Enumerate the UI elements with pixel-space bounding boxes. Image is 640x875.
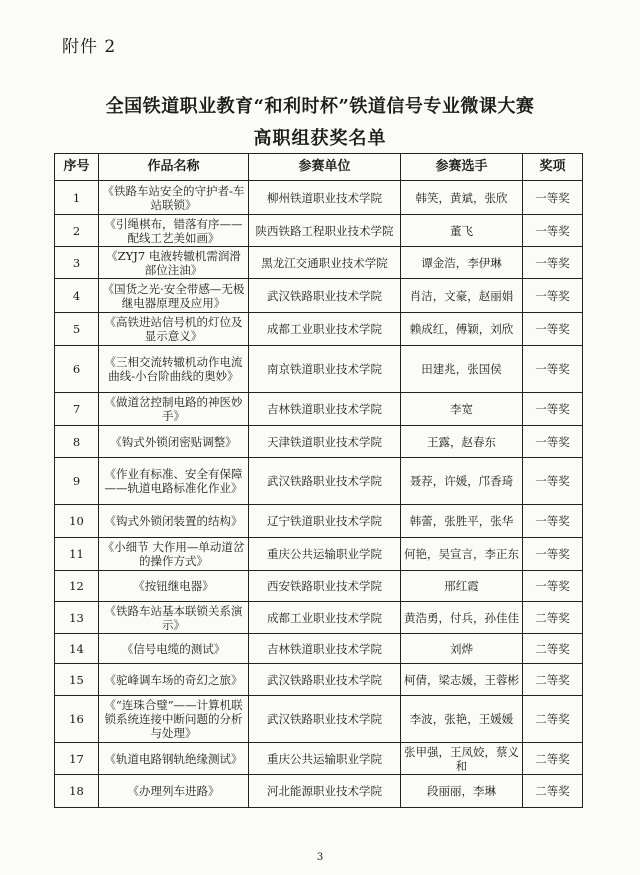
table-row: [55, 393, 583, 426]
cell-players: 董飞: [401, 215, 523, 247]
cell-players: 肖洁，文豪，赵丽娟: [401, 279, 523, 313]
table-row: [55, 602, 583, 634]
header-no: 序号: [55, 154, 99, 181]
cell-no: 13: [55, 602, 99, 634]
cell-work: 《“连珠合璧”——计算机联锁系统连接中断问题的分析与处理》: [99, 696, 249, 743]
cell-work: 《三相交流转辙机动作电流曲线-小台阶曲线的奥妙》: [99, 346, 249, 393]
table-row: [55, 634, 583, 664]
cell-award: 一等奖: [523, 538, 583, 571]
cell-unit: 重庆公共运输职业学院: [249, 538, 401, 571]
cell-unit: 天津铁道职业技术学院: [249, 426, 401, 458]
table-row: [55, 571, 583, 602]
cell-players: 李宽: [401, 393, 523, 426]
document-subtitle: 高职组获奖名单: [253, 128, 387, 149]
cell-work: 《国货之光·安全带感—无极继电器原理及应用》: [99, 279, 249, 313]
cell-work: 《小细节 大作用—单动道岔的操作方式》: [99, 538, 249, 571]
table-body: [55, 181, 583, 808]
cell-work: 《钩式外锁闭密贴调整》: [99, 426, 249, 458]
cell-no: 11: [55, 538, 99, 571]
cell-no: 12: [55, 571, 99, 602]
table-row: [55, 247, 583, 279]
cell-players: 张甲强，王凤姣，蔡义和: [401, 743, 523, 775]
cell-no: 9: [55, 458, 99, 505]
cell-no: 14: [55, 634, 99, 664]
cell-work: 《按钮继电器》: [99, 571, 249, 602]
cell-work: 《铁路车站安全的守护者-车站联锁》: [99, 181, 249, 215]
cell-award: 一等奖: [523, 215, 583, 247]
cell-unit: 黑龙江交通职业技术学院: [249, 247, 401, 279]
cell-work: 《作业有标准、安全有保障——轨道电路标准化作业》: [99, 458, 249, 505]
cell-unit: 南京铁道职业技术学院: [249, 346, 401, 393]
cell-award: 一等奖: [523, 247, 583, 279]
document-title: 全国铁道职业教育“和利时杯”铁道信号专业微课大赛: [105, 96, 535, 117]
header-work: 作品名称: [99, 154, 249, 181]
cell-unit: 武汉铁路职业技术学院: [249, 664, 401, 696]
cell-no: 7: [55, 393, 99, 426]
table-row: [55, 743, 583, 775]
cell-players: 段丽丽，李琳: [401, 775, 523, 808]
cell-award: 一等奖: [523, 393, 583, 426]
cell-unit: 西安铁路职业技术学院: [249, 571, 401, 602]
cell-no: 5: [55, 313, 99, 346]
table-row: [55, 505, 583, 538]
cell-work: 《轨道电路钢轨绝缘测试》: [99, 743, 249, 775]
table-row: [55, 664, 583, 696]
cell-work: 《驼峰调车场的奇幻之旅》: [99, 664, 249, 696]
cell-work: 《办理列车进路》: [99, 775, 249, 808]
cell-award: 二等奖: [523, 743, 583, 775]
cell-unit: 辽宁铁道职业技术学院: [249, 505, 401, 538]
cell-players: 聂荐，许媛，邝香琦: [401, 458, 523, 505]
table-row: [55, 346, 583, 393]
cell-no: 17: [55, 743, 99, 775]
table-row: [55, 215, 583, 247]
cell-players: 柯倩，梁志媛，王蓉彬: [401, 664, 523, 696]
table-header-row: [55, 154, 583, 181]
cell-award: 一等奖: [523, 505, 583, 538]
cell-work: 《钩式外锁闭装置的结构》: [99, 505, 249, 538]
cell-award: 一等奖: [523, 346, 583, 393]
cell-no: 4: [55, 279, 99, 313]
page-number: 3: [316, 852, 324, 863]
cell-award: 二等奖: [523, 664, 583, 696]
cell-unit: 成都工业职业技术学院: [249, 313, 401, 346]
cell-no: 1: [55, 181, 99, 215]
table-row: [55, 696, 583, 743]
cell-work: 《信号电缆的测试》: [99, 634, 249, 664]
cell-unit: 成都工业职业技术学院: [249, 602, 401, 634]
cell-work: 《高铁进站信号机的灯位及显示意义》: [99, 313, 249, 346]
cell-award: 二等奖: [523, 634, 583, 664]
cell-players: 李波，张艳，王媛媛: [401, 696, 523, 743]
cell-no: 6: [55, 346, 99, 393]
cell-players: 谭金浩，李伊琳: [401, 247, 523, 279]
table-row: [55, 279, 583, 313]
cell-players: 田建兆，张国侯: [401, 346, 523, 393]
cell-no: 3: [55, 247, 99, 279]
cell-award: 一等奖: [523, 571, 583, 602]
cell-no: 10: [55, 505, 99, 538]
cell-unit: 陕西铁路工程职业技术学院: [249, 215, 401, 247]
cell-award: 一等奖: [523, 458, 583, 505]
cell-award: 一等奖: [523, 279, 583, 313]
header-unit: 参赛单位: [249, 154, 401, 181]
cell-unit: 武汉铁路职业技术学院: [249, 696, 401, 743]
cell-unit: 吉林铁道职业技术学院: [249, 634, 401, 664]
cell-unit: 吉林铁道职业技术学院: [249, 393, 401, 426]
cell-work: 《做道岔控制电路的神医妙手》: [99, 393, 249, 426]
cell-unit: 武汉铁路职业技术学院: [249, 279, 401, 313]
header-players: 参赛选手: [401, 154, 523, 181]
table-row: [55, 313, 583, 346]
table-row: [55, 458, 583, 505]
cell-work: 《引绳棋布，错落有序——配线工艺美如画》: [99, 215, 249, 247]
attachment-label: 附件 2: [62, 37, 117, 57]
cell-no: 18: [55, 775, 99, 808]
cell-award: 二等奖: [523, 696, 583, 743]
cell-players: 王露，赵春东: [401, 426, 523, 458]
cell-work: 《铁路车站基本联锁关系演示》: [99, 602, 249, 634]
awards-table: [54, 153, 583, 808]
cell-award: 一等奖: [523, 426, 583, 458]
cell-award: 二等奖: [523, 775, 583, 808]
cell-no: 2: [55, 215, 99, 247]
cell-no: 8: [55, 426, 99, 458]
cell-work: 《ZYJ7 电液转辙机需润滑部位注油》: [99, 247, 249, 279]
cell-players: 赖成红，傅颖，刘欣: [401, 313, 523, 346]
cell-players: 刘烨: [401, 634, 523, 664]
table-row: [55, 775, 583, 808]
cell-award: 一等奖: [523, 313, 583, 346]
header-award: 奖项: [523, 154, 583, 181]
cell-players: 黄浩勇，付兵，孙佳佳: [401, 602, 523, 634]
cell-no: 15: [55, 664, 99, 696]
cell-players: 韩蕾，张胜平，张华: [401, 505, 523, 538]
cell-award: 一等奖: [523, 181, 583, 215]
cell-players: 韩笑，黄斌，张欣: [401, 181, 523, 215]
table-row: [55, 181, 583, 215]
table-row: [55, 538, 583, 571]
cell-unit: 河北能源职业技术学院: [249, 775, 401, 808]
cell-award: 二等奖: [523, 602, 583, 634]
cell-players: 邢红霞: [401, 571, 523, 602]
cell-unit: 武汉铁路职业技术学院: [249, 458, 401, 505]
cell-unit: 柳州铁道职业技术学院: [249, 181, 401, 215]
cell-no: 16: [55, 696, 99, 743]
cell-unit: 重庆公共运输职业学院: [249, 743, 401, 775]
cell-players: 何艳，吴宣言，李正东: [401, 538, 523, 571]
table-row: [55, 426, 583, 458]
